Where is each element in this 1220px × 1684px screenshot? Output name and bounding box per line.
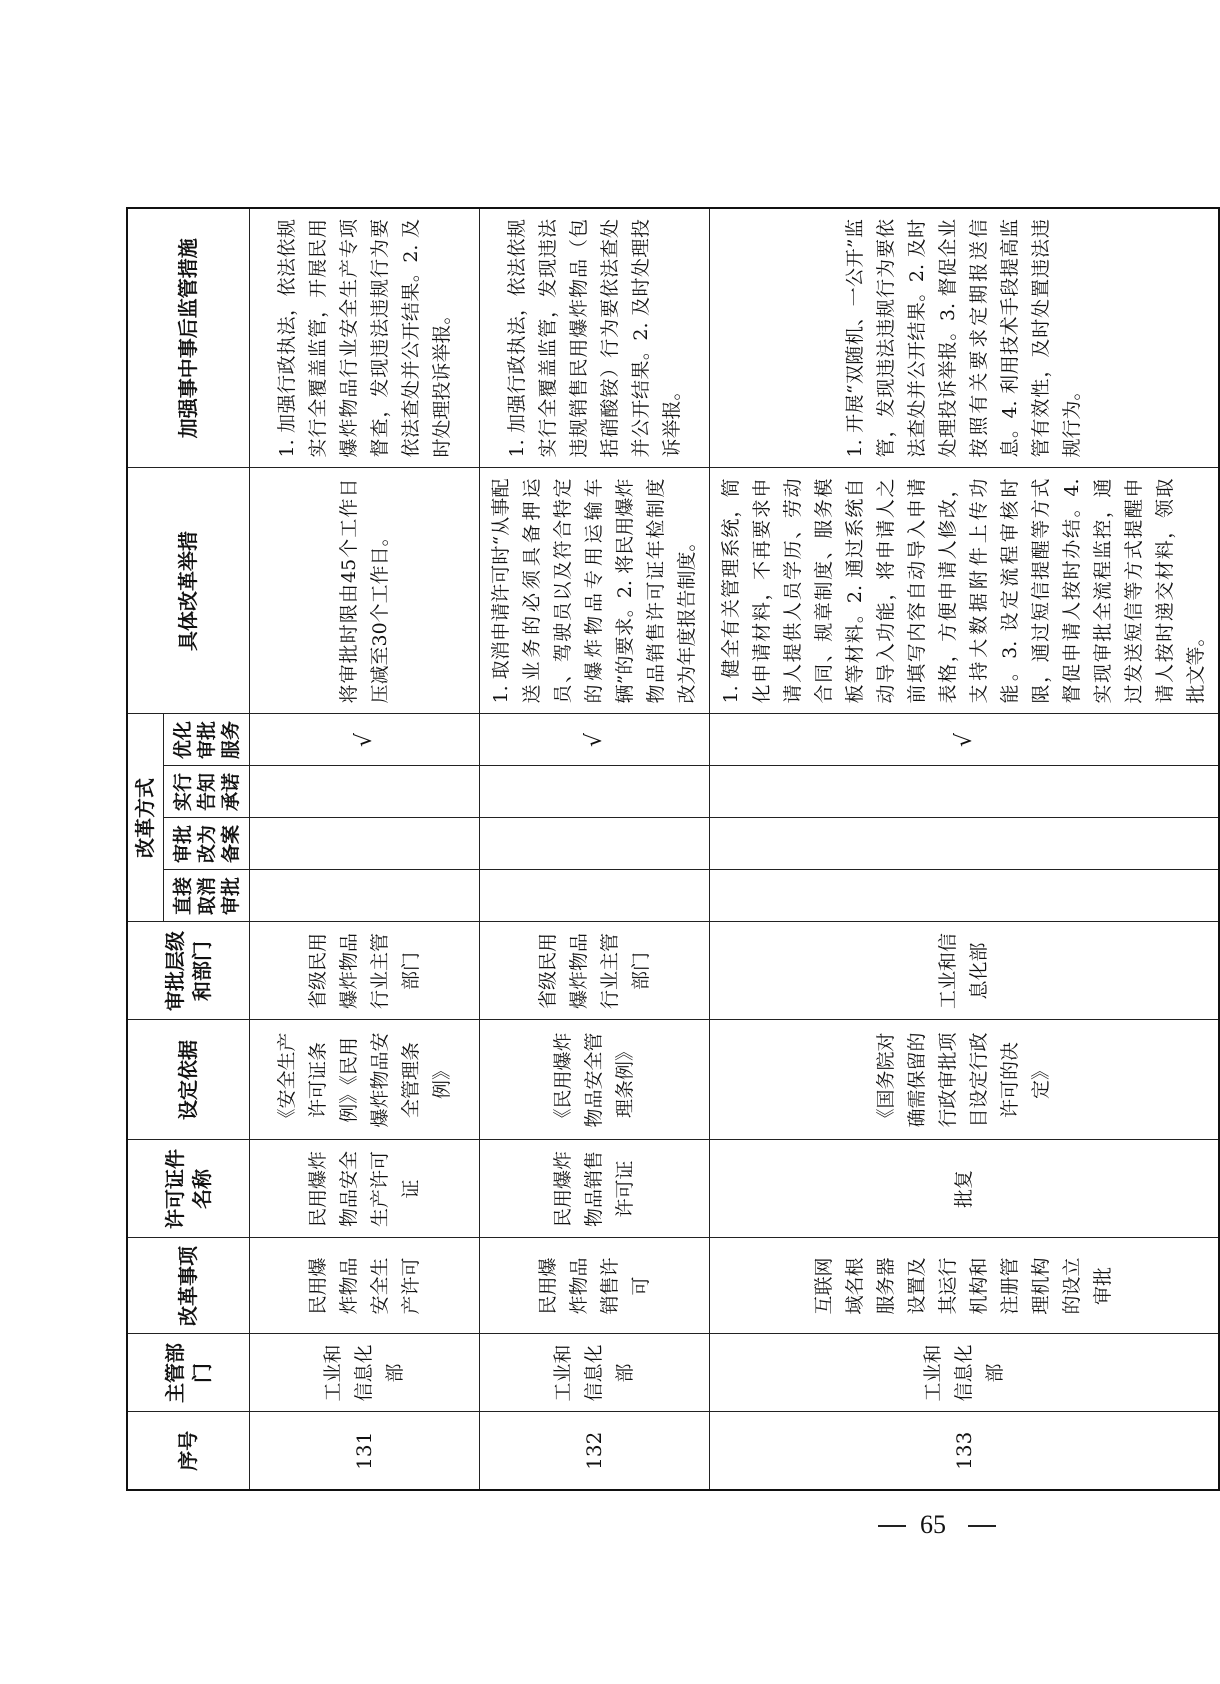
row-filing	[710, 818, 1220, 870]
header-mode-cancel: 直接取消审批	[164, 870, 250, 922]
row-dept: 工业和信息化部	[710, 1334, 1220, 1412]
row-seq: 131	[250, 1412, 480, 1490]
row-level: 省级民用爆炸物品行业主管部门	[250, 922, 480, 1020]
row-cancel	[710, 870, 1220, 922]
row-notify	[480, 766, 710, 818]
header-measures: 具体改革举措	[127, 468, 250, 714]
table-row	[250, 208, 480, 1490]
reform-table	[126, 207, 1220, 1491]
row-measures: 1. 取消申请许可时“从事配送业务的必须具备押运员、驾驶员以及符合特定的爆炸物品专用运输车辆”的要求。2. 将民用爆炸物品销售许可证年检制度改为年度报告制度。	[480, 468, 710, 714]
header-supervision: 加强事中事后监管措施	[127, 208, 250, 468]
row-level: 工业和信息化部	[710, 922, 1220, 1020]
row-filing	[250, 818, 480, 870]
header-mode-filing: 审批改为备案	[164, 818, 250, 870]
row-cancel	[250, 870, 480, 922]
row-basis: 《民用爆炸物品安全管理条例》	[480, 1020, 710, 1140]
row-seq: 133	[710, 1412, 1220, 1490]
row-cancel	[480, 870, 710, 922]
row-license: 民用爆炸物品销售许可证	[480, 1140, 710, 1238]
row-license: 批复	[710, 1140, 1220, 1238]
row-supervision: 1. 开展“双随机、一公开”监管，发现违法违规行为要依法查处并公开结果。2. 及时处理投诉举报。3. 督促企业按照有关要求定期报送信息。4. 利用技术手段提高监管有效性，及时处置违法违规行为。	[710, 208, 1220, 468]
row-optimize-check: √	[710, 714, 1220, 766]
row-notify	[710, 766, 1220, 818]
row-seq: 132	[480, 1412, 710, 1490]
row-measures: 1. 健全有关管理系统，简化申请材料，不再要求申请人提供人员学历、劳动合同、规章制度、服务模板等材料。2. 通过系统自动导入功能，将申请人之前填写内容自动导入申请表格，方便申请人修改，支持大数据附件上传功能。3. 设定流程审核时限，通过短信提醒等方式督促申请人按时办结。4. 实现审批全流程监控，通过发送短信等方式提醒申请人按时递交材料，领取批文等。	[710, 468, 1220, 714]
header-item: 改革事项	[127, 1238, 250, 1334]
header-seq: 序号	[127, 1412, 250, 1490]
row-item: 民用爆炸物品安全生产许可	[250, 1238, 480, 1334]
row-filing	[480, 818, 710, 870]
row-notify	[250, 766, 480, 818]
row-level: 省级民用爆炸物品行业主管部门	[480, 922, 710, 1020]
header-level: 审批层级和部门	[127, 922, 250, 1020]
row-item: 互联网域名根服务器设置及其运行机构和注册管理机构的设立审批	[710, 1238, 1220, 1334]
row-dept: 工业和信息化部	[250, 1334, 480, 1412]
row-optimize-check: √	[480, 714, 710, 766]
row-basis: 《安全生产许可证条例》《民用爆炸物品安全管理条例》	[250, 1020, 480, 1140]
header-reform-mode: 改革方式	[127, 714, 164, 922]
table-row	[710, 208, 1220, 1490]
header-license: 许可证件名称	[127, 1140, 250, 1238]
header-mode-notify: 实行告知承诺	[164, 766, 250, 818]
header-row	[127, 208, 164, 1490]
row-item: 民用爆炸物品销售许可	[480, 1238, 710, 1334]
row-dept: 工业和信息化部	[480, 1334, 710, 1412]
header-basis: 设定依据	[127, 1020, 250, 1140]
row-basis: 《国务院对确需保留的行政审批项目设定行政许可的决定》	[710, 1020, 1220, 1140]
header-mode-optimize: 优化审批服务	[164, 714, 250, 766]
row-supervision: 1. 加强行政执法，依法依规实行全覆盖监管，开展民用爆炸物品行业安全生产专项督查，发现违法违规行为要依法查处并公开结果。2. 及时处理投诉举报。	[250, 208, 480, 468]
header-dept: 主管部门	[127, 1334, 250, 1412]
row-license: 民用爆炸物品安全生产许可证	[250, 1140, 480, 1238]
page-dash-right	[968, 1525, 996, 1527]
row-measures: 将审批时限由45个工作日压减至30个工作日。	[250, 468, 480, 714]
row-optimize-check: √	[250, 714, 480, 766]
row-supervision: 1. 加强行政执法，依法依规实行全覆盖监管，发现违法违规销售民用爆炸物品（包括硝酸铵）行为要依法查处并公开结果。2. 及时处理投诉举报。	[480, 208, 710, 468]
table-row	[480, 208, 710, 1490]
rotated-table-wrapper	[126, 209, 1207, 1491]
page-number: 65	[920, 1510, 946, 1539]
